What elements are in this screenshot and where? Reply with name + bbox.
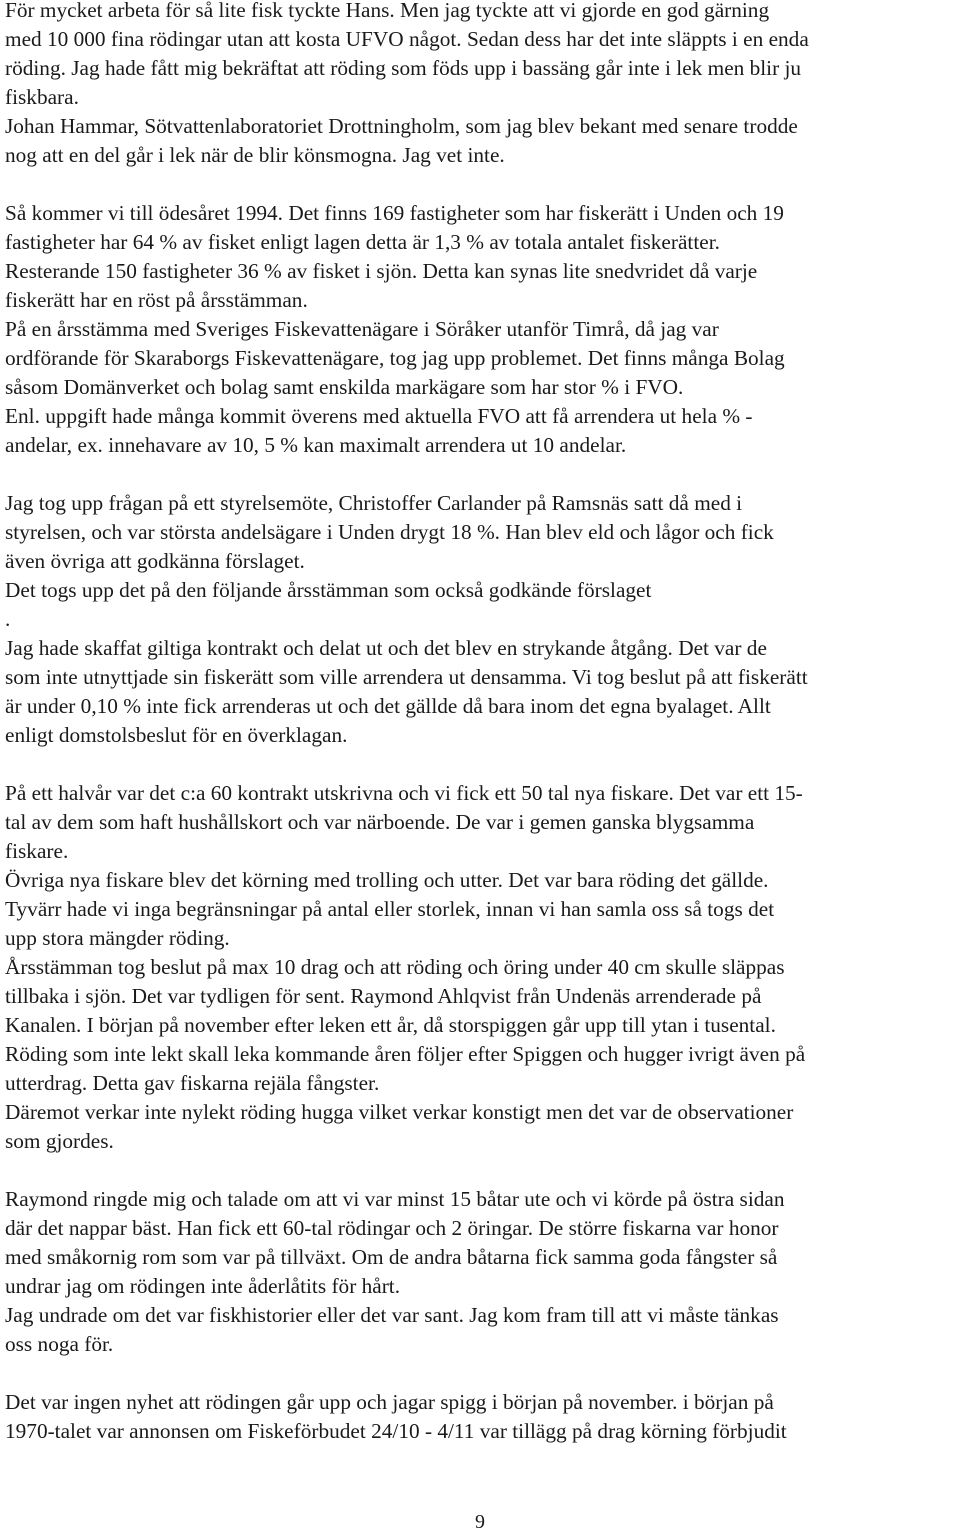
text-line: 1970-talet var annonsen om Fiskeförbudet 24/10 - 4/11 var tillägg på drag körning förbjudit: [5, 1419, 787, 1443]
text-line: Johan Hammar, Sötvattenlaboratoriet Drottningholm, som jag blev bekant med senare trodde: [5, 114, 798, 138]
text-line: som gjordes.: [5, 1129, 114, 1153]
text-line: fiskerätt har en röst på årsstämman.: [5, 288, 308, 312]
text-line: På en årsstämma med Sveriges Fiskevattenägare i Söråker utanför Timrå, då jag var: [5, 317, 719, 341]
text-line: upp stora mängder röding.: [5, 926, 230, 950]
text-line: fastigheter har 64 % av fisket enligt lagen detta är 1,3 % av totala antalet fiskerätter.: [5, 230, 720, 254]
text-line: tillbaka i sjön. Det var tydligen för sent. Raymond Ahlqvist från Undenäs arrenderade på: [5, 984, 762, 1008]
text-line: oss noga för.: [5, 1332, 114, 1356]
text-line: röding. Jag hade fått mig bekräftat att röding som föds upp i bassäng går inte i lek men blir ju: [5, 56, 802, 80]
text-line: fiskbara.: [5, 85, 79, 109]
paragraph-gap: [5, 1359, 957, 1388]
text-line: även övriga att godkänna förslaget.: [5, 549, 305, 573]
text-line: är under 0,10 % inte fick arrenderas ut och det gällde då bara inom det egna byalaget. Allt: [5, 694, 771, 718]
text-line: ordförande för Skaraborgs Fiskevattenägare, tog jag upp problemet. Det finns många Bolag: [5, 346, 785, 370]
text-line: För mycket arbeta för så lite fisk tyckte Hans. Men jag tyckte att vi gjorde en god gärning: [5, 0, 770, 22]
text-line: fiskare.: [5, 839, 69, 863]
text-line: .: [5, 607, 11, 631]
text-line: med 10 000 fina rödingar utan att kosta UFVO något. Sedan dess har det inte släppts i en enda: [5, 27, 809, 51]
paragraph-gap: [5, 170, 957, 199]
text-line: Däremot verkar inte nylekt röding hugga vilket verkar konstigt men det var de observationer: [5, 1100, 794, 1124]
text-line: med småkornig rom som var på tillväxt. Om de andra båtarna fick samma goda fångster så: [5, 1245, 778, 1269]
paragraph-gap: [5, 460, 957, 489]
document-body: [5, 0, 957, 1446]
text-line: Jag tog upp frågan på ett styrelsemöte, Christoffer Carlander på Ramsnäs satt då med i: [5, 491, 743, 515]
paragraph-gap: [5, 750, 957, 779]
text-line: Jag undrade om det var fiskhistorier eller det var sant. Jag kom fram till att vi måste tänkas: [5, 1303, 779, 1327]
text-line: Övriga nya fiskare blev det körning med trolling och utter. Det var bara röding det gällde.: [5, 868, 769, 892]
text-line: Röding som inte lekt skall leka kommande åren följer efter Spiggen och hugger ivrigt även på: [5, 1042, 806, 1066]
text-line: tal av dem som haft hushållskort och var närboende. De var i gemen ganska blygsamma: [5, 810, 755, 834]
text-line: Det var ingen nyhet att rödingen går upp och jagar spigg i början på november. i början på: [5, 1390, 774, 1414]
paragraph-gap: [5, 1156, 957, 1185]
text-line: Jag hade skaffat giltiga kontrakt och delat ut och det blev en strykande åtgång. Det var de: [5, 636, 767, 660]
text-line: andelar, ex. innehavare av 10, 5 % kan maximalt arrendera ut 10 andelar.: [5, 433, 627, 457]
text-line: nog att en del går i lek när de blir könsmogna. Jag vet inte.: [5, 143, 505, 167]
document-page: [5, 0, 957, 1446]
text-line: såsom Domänverket och bolag samt enskilda markägare som har stor % i FVO.: [5, 375, 684, 399]
text-line: På ett halvår var det c:a 60 kontrakt utskrivna och vi fick ett 50 tal nya fiskare. Det var ett 15-: [5, 781, 803, 805]
text-line: Enl. uppgift hade många kommit överens med aktuella FVO att få arrendera ut hela % -: [5, 404, 753, 428]
text-line: där det nappar bäst. Han fick ett 60-tal rödingar och 2 öringar. De större fiskarna var honor: [5, 1216, 779, 1240]
text-line: Resterande 150 fastigheter 36 % av fisket i sjön. Detta kan synas lite snedvridet då varje: [5, 259, 758, 283]
text-line: Raymond ringde mig och talade om att vi var minst 15 båtar ute och vi körde på östra sidan: [5, 1187, 785, 1211]
text-line: Tyvärr hade vi inga begränsningar på antal eller storlek, innan vi han samla oss så togs det: [5, 897, 775, 921]
text-line: Så kommer vi till ödesåret 1994. Det finns 169 fastigheter som har fiskerätt i Unden och 19: [5, 201, 784, 225]
page-number: 9: [475, 1511, 485, 1533]
text-line: Årsstämman tog beslut på max 10 drag och att röding och öring under 40 cm skulle släppas: [5, 955, 785, 979]
text-line: Kanalen. I början på november efter leken ett år, då storspiggen går upp till ytan i tusental.: [5, 1013, 776, 1037]
text-line: Det togs upp det på den följande årsstämman som också godkände förslaget: [5, 578, 652, 602]
text-line: utterdrag. Detta gav fiskarna rejäla fångster.: [5, 1071, 380, 1095]
text-line: styrelsen, och var största andelsägare i Unden drygt 18 %. Han blev eld och lågor och fick: [5, 520, 774, 544]
text-line: undrar jag om rödingen inte åderlåtits för hårt.: [5, 1274, 401, 1298]
text-line: som inte utnyttjade sin fiskerätt som ville arrendera ut densamma. Vi tog beslut på att fiskerätt: [5, 665, 808, 689]
text-line: enligt domstolsbeslut för en överklagan.: [5, 723, 348, 747]
